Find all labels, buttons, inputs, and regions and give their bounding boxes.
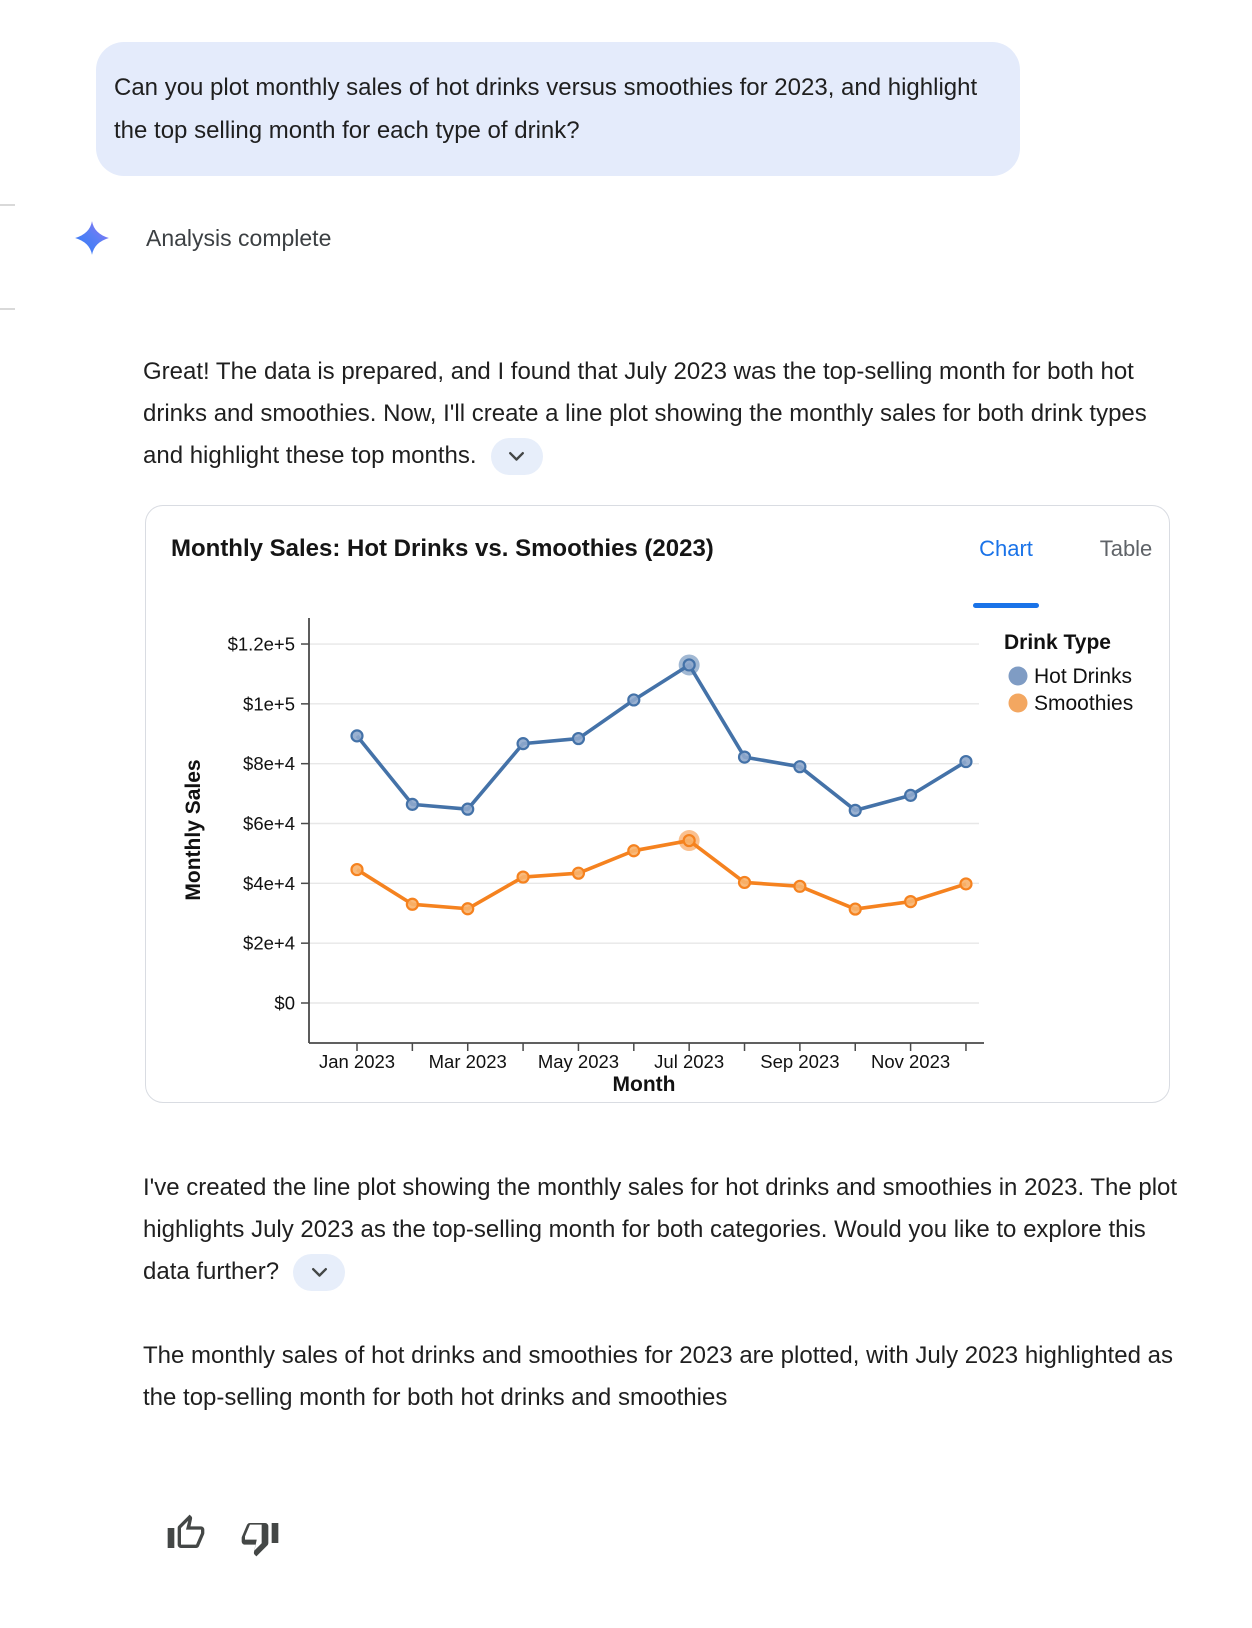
svg-text:$2e+4: $2e+4 — [243, 932, 295, 954]
svg-text:Drink Type: Drink Type — [1004, 631, 1111, 654]
gemini-sparkle-icon — [74, 220, 110, 256]
expand-intro-button[interactable] — [491, 438, 543, 475]
svg-text:Smoothies: Smoothies — [1034, 692, 1134, 715]
svg-text:$1.2e+5: $1.2e+5 — [227, 633, 295, 655]
svg-text:Jan 2023: Jan 2023 — [318, 1051, 396, 1072]
svg-text:Mar 2023: Mar 2023 — [428, 1051, 507, 1072]
assistant-paragraph-result-text: I've created the line plot showing the monthly sales for hot drinks and smoothies in 2023. The plot highlights July 2023 as the top-selling month for both categories. Would you like to explore this data further? — [143, 1174, 1178, 1285]
scroll-mark-top — [0, 204, 15, 206]
svg-text:$8e+4: $8e+4 — [243, 753, 295, 775]
svg-text:$4e+4: $4e+4 — [243, 872, 295, 894]
tab-chart[interactable]: Chart — [979, 536, 1033, 561]
thumbs-down-icon — [240, 1518, 280, 1558]
assistant-paragraph-intro-text: Great! The data is prepared, and I found that July 2023 was the top-selling month for both hot drinks and smoothies. Now, I'll create a line plot showing the monthly sales for both drink types and highlight these top months. — [143, 358, 1147, 469]
chevron-down-icon — [311, 1267, 328, 1278]
svg-text:Nov 2023: Nov 2023 — [870, 1051, 951, 1072]
thumbs-down-button[interactable] — [237, 1515, 283, 1561]
user-message-bubble — [96, 42, 1020, 176]
svg-text:Month: Month — [612, 1073, 676, 1096]
svg-text:May 2023: May 2023 — [537, 1051, 620, 1072]
chart-plot[interactable] — [146, 506, 1171, 1104]
svg-text:$0: $0 — [274, 992, 295, 1014]
thumbs-up-icon — [166, 1513, 206, 1553]
feedback-bar — [163, 1510, 283, 1561]
assistant-paragraph-result — [143, 1167, 1178, 1293]
svg-text:Monthly Sales: Monthly Sales — [182, 759, 205, 901]
user-message-text: Can you plot monthly sales of hot drinks versus smoothies for 2023, and highlight the top selling month for each type of drink? — [114, 74, 978, 144]
assistant-paragraph-intro — [143, 351, 1163, 477]
svg-text:Jul 2023: Jul 2023 — [654, 1051, 725, 1072]
svg-text:Hot Drinks: Hot Drinks — [1034, 665, 1133, 688]
expand-result-button[interactable] — [293, 1254, 345, 1291]
chevron-down-icon — [508, 451, 525, 462]
assistant-paragraph-summary — [143, 1335, 1188, 1419]
scroll-mark-bottom — [0, 308, 15, 310]
assistant-paragraph-summary-text: The monthly sales of hot drinks and smoothies for 2023 are plotted, with July 2023 highlighted as the top-selling month for both hot drinks and smoothies — [143, 1342, 1173, 1411]
analysis-status-label: Analysis complete — [146, 224, 332, 251]
svg-text:$1e+5: $1e+5 — [243, 693, 295, 715]
tab-active-underline — [973, 603, 1039, 608]
tab-table[interactable]: Table — [1099, 536, 1153, 561]
chart-card-title: Monthly Sales: Hot Drinks vs. Smoothies (2023) — [171, 535, 714, 562]
chart-card — [145, 505, 1170, 1103]
svg-text:$6e+4: $6e+4 — [243, 813, 295, 835]
svg-text:Sep 2023: Sep 2023 — [760, 1051, 840, 1072]
analysis-status-row[interactable] — [74, 220, 331, 256]
thumbs-up-button[interactable] — [163, 1510, 209, 1556]
